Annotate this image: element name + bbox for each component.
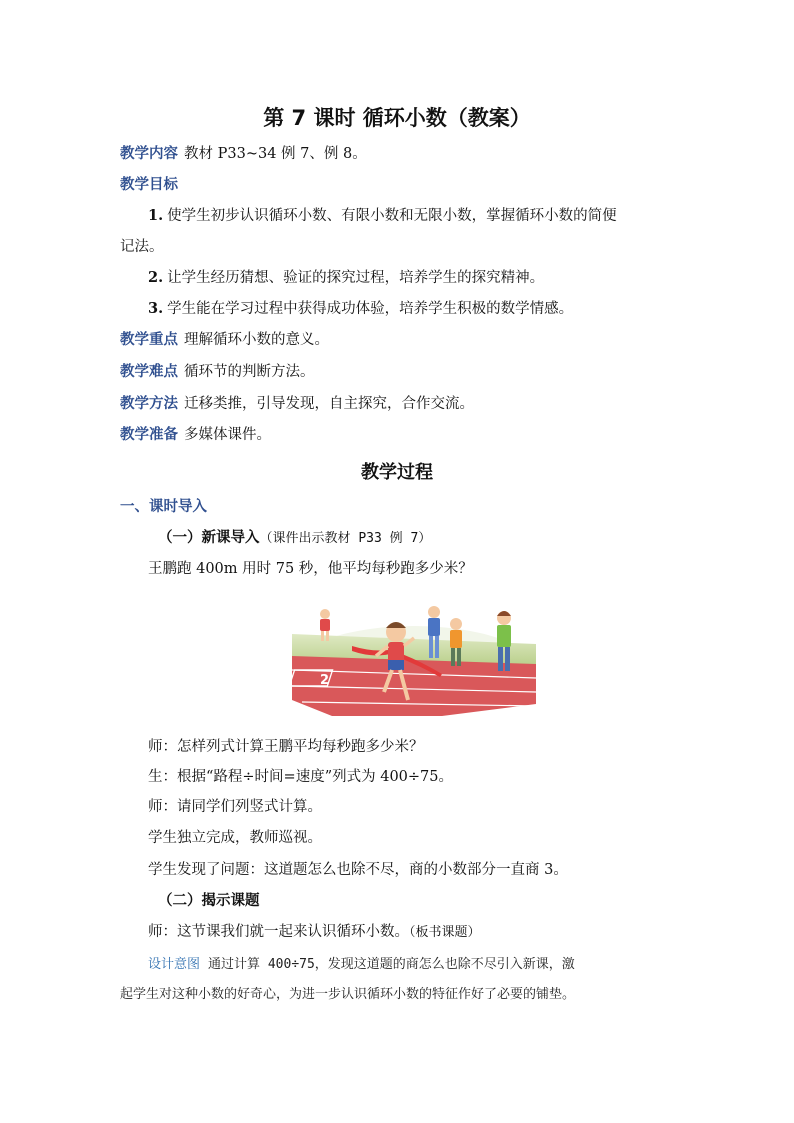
teaching-goals-label-line [120, 175, 680, 195]
teaching-method-text: 迁移类推，引导发现，自主探究，合作交流。 [184, 396, 474, 412]
problem-text: 王鹏跑 400m 用时 75 秒，他平均每秒跑多少米？ [148, 561, 473, 577]
difficult-point-text: 循环节的判断方法。 [184, 364, 315, 380]
dialog-line-1 [148, 737, 708, 757]
spectator-leg [505, 647, 510, 671]
dialog-line-2 [148, 767, 708, 787]
runner-small-head [320, 609, 330, 619]
section-title: 教学过程 [361, 462, 433, 483]
teaching-goals-label: 教学目标 [120, 177, 178, 193]
goal-1-number: 1. [148, 207, 164, 224]
teaching-prep-label: 教学准备 [120, 427, 178, 443]
dialog-3-text: 师：请同学们列竖式计算。 [148, 799, 322, 815]
runner-shorts [388, 660, 404, 670]
goal-3 [148, 299, 708, 319]
teaching-method-label: 教学方法 [120, 396, 178, 412]
goal-2 [148, 268, 708, 288]
design-intent-text-continued: 起学生对这种小数的好奇心，为进一步认识循环小数的特征作好了必要的铺垫。 [120, 987, 576, 1002]
part-1-title: 一、课时导入 [120, 499, 207, 515]
dialog-1-text: 师：怎样列式计算王鹏平均每秒跑多少米？ [148, 739, 424, 755]
key-point-line [120, 330, 680, 350]
problem-line [148, 559, 708, 579]
runner-hair [386, 622, 406, 628]
lane-number: 2 [320, 673, 330, 688]
spectator-leg [498, 647, 503, 671]
dialog-6-note: （板书课题） [409, 925, 481, 940]
dialog-line-4 [148, 828, 708, 848]
dialog-6-text: 师：这节课我们就一起来认识循环小数。 [148, 924, 409, 940]
part-1-heading [120, 497, 680, 517]
dialog-5-text: 学生发现了问题：这道题怎么也除不尽，商的小数部分一直商 3。 [148, 862, 568, 878]
teaching-content-text: 教材 P33~34 例 7、例 8。 [184, 146, 367, 162]
dialog-line-6 [148, 922, 708, 943]
dialog-4-text: 学生独立完成，教师巡视。 [148, 830, 322, 846]
teaching-prep-text: 多媒体课件。 [184, 427, 271, 443]
spectator-leg [457, 648, 461, 666]
spectator-head [428, 606, 440, 618]
teaching-method-line [120, 394, 680, 414]
goal-1-continued [120, 237, 680, 257]
dialog-line-3 [148, 797, 708, 817]
design-intent-line-1 [148, 955, 708, 975]
spectator-head [450, 618, 462, 630]
design-intent-label: 设计意图 [148, 957, 201, 972]
subsection-2-title: （二）揭示课题 [158, 893, 260, 909]
difficult-point-line [120, 362, 680, 382]
spectator-body [450, 630, 462, 648]
runner-small-leg [321, 631, 324, 641]
goal-1-text: 使学生初步认识循环小数、有限小数和无限小数，掌握循环小数的简便 [167, 208, 617, 224]
spectator-leg [451, 648, 455, 666]
teaching-prep-line [120, 425, 680, 445]
spectator-leg [435, 636, 439, 658]
key-point-text: 理解循环小数的意义。 [184, 332, 329, 348]
runner-small-body [320, 619, 330, 631]
dialog-2-text: 生：根据“路程÷时间=速度”列式为 400÷75。 [148, 769, 454, 785]
design-intent-text: 通过计算 400÷75，发现这道题的商怎么也除不尽引入新课，激 [208, 957, 575, 972]
subsection-1-title: （一）新课导入 [158, 530, 260, 546]
spectator-body [497, 625, 511, 647]
runner-shirt [388, 642, 404, 662]
goal-3-text: 学生能在学习过程中获得成功体验，培养学生积极的数学情感。 [167, 301, 574, 317]
page-title: 第 7 课时 循环小数（教案） [263, 106, 531, 130]
design-intent-line-2 [120, 985, 680, 1005]
goal-2-number: 2. [148, 269, 164, 286]
teaching-content-line [120, 144, 680, 164]
spectator-body [428, 618, 440, 636]
goal-1-text-continued: 记法。 [120, 239, 164, 255]
subsection-1-note: （课件出示教材 P33 例 7） [259, 531, 432, 546]
teaching-content-label: 教学内容 [120, 146, 178, 162]
key-point-label: 教学重点 [120, 332, 178, 348]
runner-small-leg [326, 631, 329, 641]
goal-1 [148, 206, 708, 226]
subsection-1-heading [158, 528, 718, 549]
spectator-leg [429, 636, 433, 658]
running-track-illustration [292, 604, 536, 716]
spectator-hair [497, 611, 511, 616]
difficult-point-label: 教学难点 [120, 364, 178, 380]
subsection-2-heading [158, 891, 718, 911]
goal-3-number: 3. [148, 300, 164, 317]
dialog-line-5 [148, 860, 708, 880]
goal-2-text: 让学生经历猜想、验证的探究过程，培养学生的探究精神。 [167, 270, 545, 286]
